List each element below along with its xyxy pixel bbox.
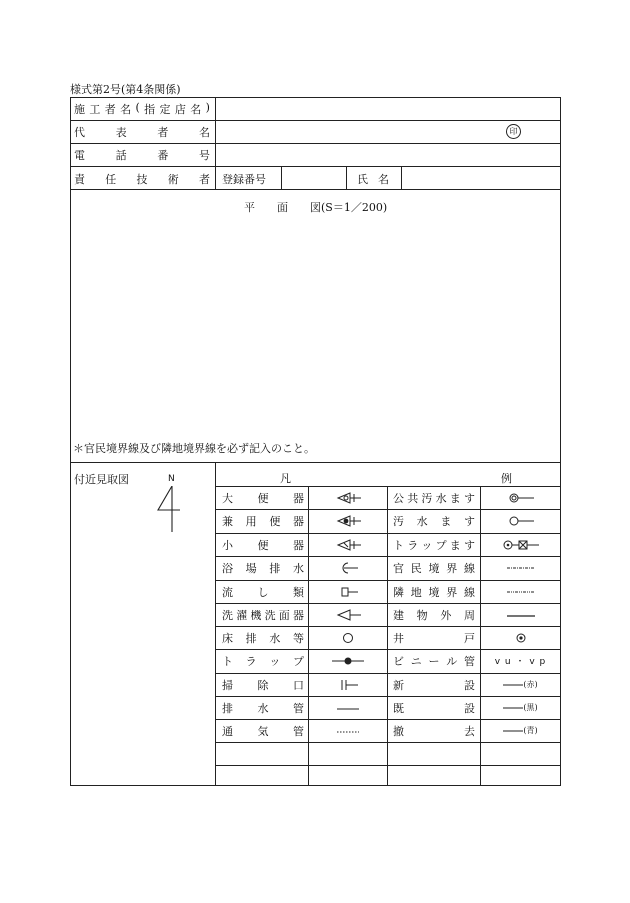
label-char: 表	[115, 126, 127, 139]
label-char: 施	[74, 103, 85, 116]
label-char: 物	[416, 609, 428, 622]
label-char: 汚	[393, 515, 404, 528]
label-char: 設	[464, 702, 475, 715]
label-char: 浴	[222, 562, 233, 575]
label-char: 電	[74, 149, 85, 162]
label-char: 器	[293, 492, 304, 505]
representative-label	[74, 124, 210, 140]
label-char: 管	[293, 725, 304, 738]
label-char: 定	[159, 103, 171, 116]
label-char: 店	[174, 103, 186, 116]
label-char: 者	[104, 103, 116, 116]
legend-title-left: 凡	[280, 472, 291, 485]
label-char: 氏	[357, 173, 368, 186]
trap-icon	[309, 649, 387, 672]
label-char: 等	[292, 632, 304, 645]
label-char: プ	[292, 655, 304, 668]
label-char: 名	[198, 126, 210, 139]
label-char: 工	[89, 103, 101, 116]
phone-input[interactable]	[216, 144, 560, 166]
label-char: 気	[257, 725, 269, 738]
plan-drawing-area[interactable]	[70, 214, 560, 436]
label-char: ま	[440, 515, 452, 528]
label-char: 除	[257, 679, 269, 692]
label-char: 線	[464, 586, 475, 599]
label-char: 戸	[464, 632, 475, 645]
label-char: 管	[293, 702, 304, 715]
label-char: 排	[222, 702, 233, 715]
label-char: ト	[393, 539, 404, 552]
label-char: 口	[293, 679, 304, 692]
legend-label	[393, 607, 475, 623]
line-color-note: (赤)	[523, 680, 538, 689]
legend-label	[393, 560, 475, 576]
label-char: す	[463, 539, 475, 552]
label-char: 名	[120, 103, 132, 116]
bath-drain-icon	[309, 556, 387, 579]
label-char: 水	[269, 632, 281, 645]
registration-number-input[interactable]	[282, 167, 346, 189]
existing-line-icon	[481, 696, 560, 719]
label-char: 濯	[236, 609, 248, 622]
removed-line-icon	[481, 719, 560, 742]
label-char: 話	[115, 149, 127, 162]
label-char: し	[257, 586, 269, 599]
legend-label	[222, 537, 304, 553]
label-char: 既	[393, 702, 404, 715]
label-char: 界	[446, 586, 458, 599]
seal-mark: 印	[506, 124, 521, 139]
legend-label	[393, 677, 475, 693]
label-char: 周	[463, 609, 475, 622]
label-char: ッ	[269, 655, 281, 668]
legend-label	[393, 630, 475, 646]
rule-line	[346, 166, 347, 189]
label-char: 器	[292, 609, 304, 622]
sink-icon	[309, 580, 387, 603]
label-char: 責	[74, 173, 85, 186]
label-char: す	[463, 515, 475, 528]
public-sewer-basin-icon	[481, 486, 560, 509]
label-char: 機	[250, 609, 262, 622]
label-char: 床	[222, 632, 233, 645]
label-char: ま	[449, 492, 461, 505]
label-char: 水	[416, 515, 428, 528]
label-char: 器	[293, 539, 304, 552]
label-char: 用	[245, 515, 257, 528]
label-char: 号	[198, 149, 210, 162]
rule-line	[215, 742, 561, 743]
label-char: 井	[393, 632, 404, 645]
representative-input[interactable]	[216, 121, 560, 143]
label-char: 大	[222, 492, 233, 505]
legend-label	[222, 607, 304, 623]
rule-line	[70, 189, 561, 190]
sewer-basin-icon	[481, 509, 560, 532]
legend-label	[393, 700, 475, 716]
vinyl-pipe-icon	[481, 649, 560, 672]
label-char: ラ	[245, 655, 257, 668]
label-char: 境	[428, 562, 440, 575]
registration-number-label: 登録番号	[222, 173, 266, 186]
label-char: 民	[410, 562, 422, 575]
label-char: 者	[199, 173, 210, 186]
label-char: 隣	[393, 586, 404, 599]
rule-line	[387, 486, 388, 786]
legend-label	[393, 490, 475, 506]
building-outline-icon	[481, 603, 560, 626]
legend-title-right: 例	[501, 472, 512, 485]
constructor-label	[74, 101, 210, 117]
label-char: 場	[245, 562, 257, 575]
cleanout-icon	[309, 673, 387, 696]
label-char: 共	[407, 492, 419, 505]
label-char: 類	[293, 586, 304, 599]
new-line-icon	[481, 673, 560, 696]
label-char: 撤	[393, 725, 404, 738]
label-char: (	[135, 101, 140, 114]
label-char: 建	[393, 609, 404, 622]
label-char: 設	[464, 679, 475, 692]
label-char: 便	[257, 492, 269, 505]
label-char: ビ	[393, 655, 404, 668]
vent-pipe-icon	[309, 719, 387, 742]
rule-line	[560, 97, 561, 786]
responsible-engineer-label	[74, 171, 210, 187]
label-char: 汚	[421, 492, 433, 505]
label-char: 術	[167, 173, 179, 186]
label-char: )	[205, 101, 210, 114]
line-color-note: (黒)	[523, 703, 538, 712]
label-char: 名	[378, 173, 389, 186]
label-char: 通	[222, 725, 233, 738]
label-char: 排	[269, 562, 281, 575]
north-letter: N	[168, 474, 175, 484]
label-char: す	[463, 492, 475, 505]
rule-line	[70, 462, 561, 463]
label-char: 水	[257, 702, 269, 715]
legend-label	[222, 490, 304, 506]
label-char: 指	[144, 103, 156, 116]
label-char: ラ	[407, 539, 419, 552]
label-char: 者	[157, 126, 169, 139]
label-char: 器	[292, 515, 304, 528]
north-arrow-icon	[156, 486, 186, 536]
vicinity-map-label: 付近見取図	[74, 473, 129, 486]
well-icon	[481, 626, 560, 649]
drain-pipe-icon	[309, 696, 387, 719]
label-char: 外	[440, 609, 452, 622]
label-char: 洗	[222, 609, 233, 622]
legend-label	[393, 537, 475, 553]
label-char: プ	[435, 539, 447, 552]
plan-note: ＊官民境界線及び隣地境界線を必ず記入のこと。	[73, 442, 315, 455]
name-label	[357, 171, 389, 187]
legend-label	[222, 630, 304, 646]
label-char: 公	[393, 492, 404, 505]
rule-line	[215, 462, 216, 786]
label-char: 水	[435, 492, 447, 505]
line-color-note: (青)	[523, 726, 538, 735]
label-char: 代	[74, 126, 85, 139]
plan-title: 平 面 図(S＝1／200)	[244, 201, 388, 214]
label-char: 去	[464, 725, 475, 738]
legend-label	[393, 584, 475, 600]
toilet-dual-icon	[309, 509, 387, 532]
label-char: 新	[393, 679, 404, 692]
constructor-input[interactable]	[216, 98, 560, 120]
vicinity-map-area[interactable]	[70, 486, 215, 784]
neighbor-boundary-line-icon	[481, 580, 560, 603]
label-char: 水	[292, 562, 304, 575]
legend-label	[393, 513, 475, 529]
label-char: 境	[428, 586, 440, 599]
label-char: ニ	[410, 655, 422, 668]
label-char: 名	[190, 103, 202, 116]
washbasin-icon	[309, 603, 387, 626]
legend-label	[222, 513, 304, 529]
legend-label	[222, 560, 304, 576]
label-char: 便	[257, 539, 269, 552]
name-input[interactable]	[402, 167, 560, 189]
urinal-icon	[309, 533, 387, 556]
label-char: 線	[464, 562, 475, 575]
label-char: 排	[245, 632, 257, 645]
legend-label	[222, 677, 304, 693]
legend-label	[393, 723, 475, 739]
label-char: 番	[157, 149, 169, 162]
form-title: 様式第2号(第4条関係)	[70, 83, 181, 96]
legend-label	[222, 700, 304, 716]
trap-basin-icon	[481, 533, 560, 556]
rule-line	[70, 785, 561, 786]
label-char: 掃	[222, 679, 233, 692]
label-char: ッ	[421, 539, 433, 552]
label-char: 流	[222, 586, 233, 599]
label-char: ト	[222, 655, 233, 668]
label-char: ま	[449, 539, 461, 552]
label-char: 技	[136, 173, 148, 186]
legend-label	[222, 653, 304, 669]
label-char: 界	[446, 562, 458, 575]
legend-label	[222, 723, 304, 739]
label-char: 地	[410, 586, 422, 599]
label-char: 洗	[264, 609, 276, 622]
label-char: 任	[105, 173, 117, 186]
label-char: ル	[446, 655, 458, 668]
floor-drain-icon	[309, 626, 387, 649]
legend-label	[222, 584, 304, 600]
toilet-large-icon	[309, 486, 387, 509]
legend-label	[393, 653, 475, 669]
label-char: 兼	[222, 515, 233, 528]
public-boundary-line-icon	[481, 556, 560, 579]
label-char: ー	[428, 655, 440, 668]
label-char: 面	[278, 609, 290, 622]
label-char: 便	[269, 515, 281, 528]
label-char: 官	[393, 562, 404, 575]
label-char: 管	[464, 655, 475, 668]
rule-line	[215, 765, 561, 766]
phone-label	[74, 147, 210, 163]
label-char: 小	[222, 539, 233, 552]
vinyl-pipe-code: v u ・ v p	[494, 657, 547, 667]
